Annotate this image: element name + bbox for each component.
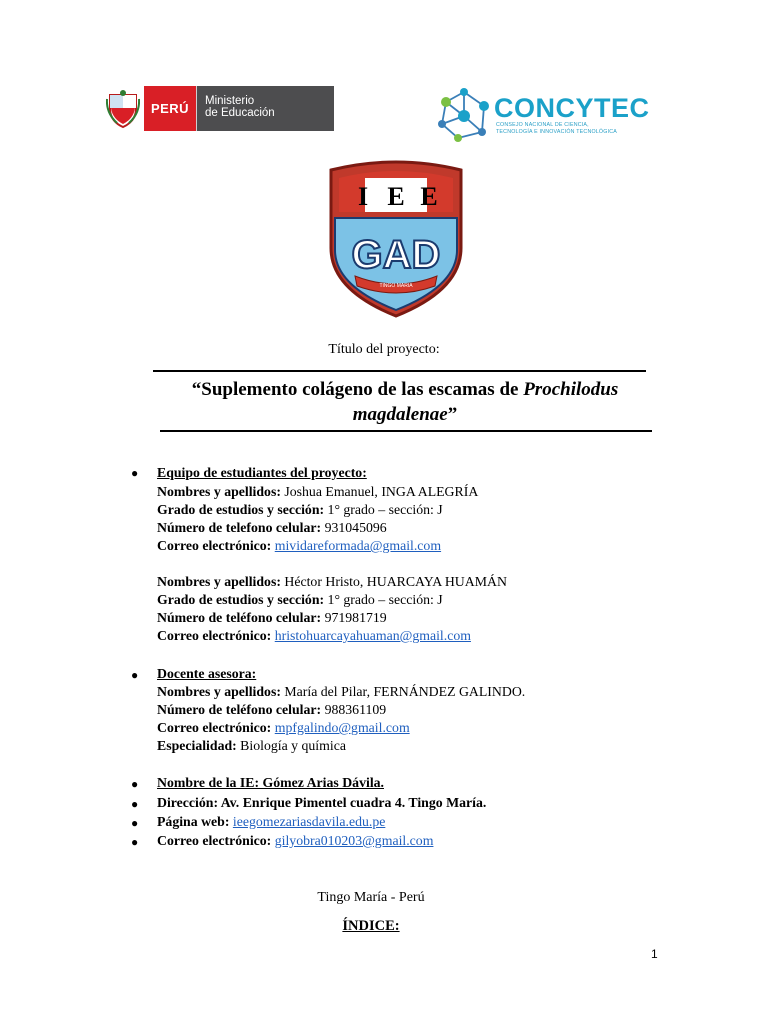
- concytec-subtitle: [496, 122, 617, 135]
- index-heading: ÍNDICE:: [342, 918, 400, 934]
- advisor-specialty: Especialidad: Biología y química: [157, 738, 346, 753]
- student-2-email: Correo electrónico: hristohuarcayahuaman@gmail.com: [157, 628, 471, 643]
- title-rule-top: [153, 370, 646, 372]
- student-2-grade: Grado de estudios y sección: 1° grado – sección: J: [157, 592, 443, 607]
- ministry-name: [196, 86, 334, 131]
- school-web: Página web: ieegomezariasdavila.edu.pe: [157, 814, 386, 829]
- bullet: ●: [131, 835, 139, 849]
- advisor-email-link[interactable]: mpfgalindo@gmail.com: [274, 720, 410, 735]
- ministry-line-1: Ministerio: [205, 95, 255, 107]
- concytec-sub-line-2: TECNOLOGÍA E INNOVACIÓN TECNOLÓGICA: [496, 128, 618, 135]
- student-1-email: Correo electrónico: mividareformada@gmail.com: [157, 538, 442, 553]
- ministry-line-2: de Educación: [205, 107, 275, 119]
- student-1-phone: Número de telefono celular: 931045096: [157, 520, 387, 535]
- bullet: ●: [131, 777, 139, 791]
- minedu-logo: [102, 86, 334, 131]
- title-text: “Suplemento colágeno de las escamas de: [191, 379, 524, 400]
- peru-label: PERÚ: [144, 86, 196, 131]
- peru-coat-of-arms-icon: [102, 86, 144, 131]
- school-shield-logo: [325, 160, 467, 318]
- svg-text:E: E: [420, 182, 438, 211]
- advisor-phone: Número de teléfono celular: 988361109: [157, 702, 387, 717]
- title-italic-species: magdalenae: [352, 404, 448, 425]
- student-2-name: Nombres y apellidos: Héctor Hristo, HUARCAYA HUAMÁN: [157, 574, 507, 589]
- bullet: ●: [131, 668, 139, 682]
- school-web-link[interactable]: ieegomezariasdavila.edu.pe: [232, 814, 386, 829]
- title-italic-genus: Prochilodus: [523, 379, 619, 400]
- concytec-wordmark: CONCYTEC: [494, 93, 650, 123]
- bullet: ●: [131, 797, 139, 811]
- page-number: 1: [651, 947, 658, 961]
- student-1-name: Nombres y apellidos: Joshua Emanuel, INGA ALEGRÍA: [157, 484, 479, 499]
- concytec-sub-line-1: CONSEJO NACIONAL DE CIENCIA,: [496, 122, 589, 128]
- concytec-logo: [434, 84, 656, 148]
- team-heading: Equipo de estudiantes del proyecto:: [157, 465, 367, 480]
- student-2-phone: Número de teléfono celular: 971981719: [157, 610, 387, 625]
- student-1-email-link[interactable]: mividareformada@gmail.com: [274, 538, 442, 553]
- advisor-name: Nombres y apellidos: María del Pilar, FERNÁNDEZ GALINDO.: [157, 684, 526, 699]
- project-title-line-2: [0, 404, 768, 426]
- advisor-heading: Docente asesora:: [157, 666, 257, 681]
- school-name: Nombre de la IE: Gómez Arias Dávila.: [157, 775, 384, 790]
- project-title-label: Título del proyecto:: [328, 342, 440, 357]
- svg-text:E: E: [387, 182, 405, 211]
- advisor-email: Correo electrónico: mpfgalindo@gmail.com: [157, 720, 410, 735]
- project-title-line-1: [0, 379, 768, 401]
- school-address: Dirección: Av. Enrique Pimentel cuadra 4. Tingo María.: [157, 795, 487, 810]
- school-email: Correo electrónico: gilyobra010203@gmail.com: [157, 833, 434, 848]
- bullet: ●: [131, 466, 139, 480]
- shield-ribbon-text: TINGO MARIA: [379, 283, 413, 289]
- title-close-quote: ”: [447, 404, 458, 425]
- student-2-email-link[interactable]: hristohuarcayahuaman@gmail.com: [274, 628, 471, 643]
- place-line: Tingo María - Perú: [317, 890, 425, 905]
- school-email-link[interactable]: gilyobra010203@gmail.com: [274, 833, 434, 848]
- student-1-grade: Grado de estudios y sección: 1° grado – sección: J: [157, 502, 443, 517]
- svg-text:I: I: [357, 182, 369, 211]
- bullet: ●: [131, 816, 139, 830]
- title-rule-bottom: [160, 430, 652, 432]
- molecule-icon: [434, 84, 496, 148]
- shield-gad-text: GAD: [351, 233, 441, 277]
